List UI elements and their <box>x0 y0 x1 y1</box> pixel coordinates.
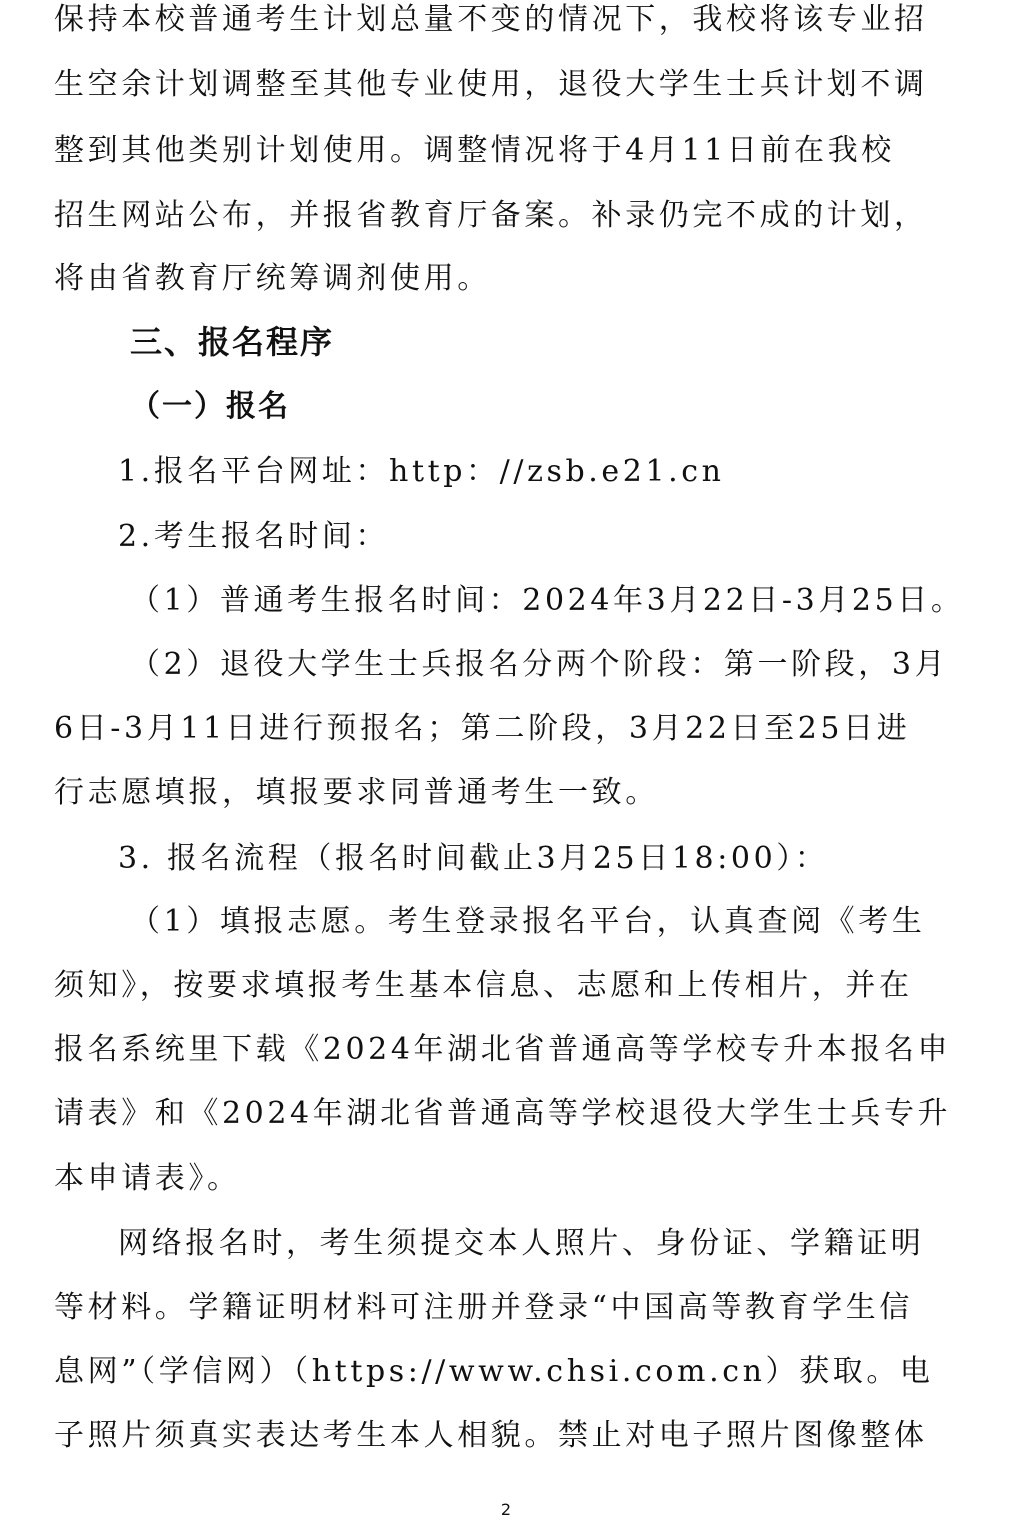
paragraph-line: （1）普通考生报名时间：2024年3月22日-3月25日。 <box>130 583 965 618</box>
paragraph-line: （1）填报志愿。考生登录报名平台，认真查阅《考生 <box>130 904 926 939</box>
paragraph-line: 保持本校普通考生计划总量不变的情况下，我校将该专业招 <box>54 2 928 37</box>
paragraph-line: 请表》和《2024年湖北省普通高等学校退役大学生士兵专升 <box>54 1096 952 1131</box>
paragraph-line: 须知》，按要求填报考生基本信息、志愿和上传相片，并在 <box>54 968 913 1003</box>
section-heading: 三、报名程序 <box>130 323 335 361</box>
paragraph-line: 网络报名时，考生须提交本人照片、身份证、学籍证明 <box>118 1226 925 1261</box>
paragraph-line: 2.考生报名时间： <box>118 519 390 554</box>
paragraph-line: 6日-3月11日进行预报名；第二阶段，3月22日至25日进 <box>54 711 911 746</box>
paragraph-line: 息网”（学信网）（https://www.chsi.com.cn）获取。电 <box>54 1354 934 1389</box>
paragraph-line: 招生网站公布，并报省教育厅备案。补录仍完不成的计划， <box>54 198 928 233</box>
paragraph-line: 生空余计划调整至其他专业使用，退役大学生士兵计划不调 <box>54 67 928 102</box>
paragraph-line: 子照片须真实表达考生本人相貌。禁止对电子照片图像整体 <box>54 1418 928 1453</box>
subsection-heading: （一）报名 <box>130 389 290 424</box>
page-number: 2 <box>500 1500 512 1519</box>
paragraph-line: 3. 报名流程（报名时间截止3月25日18:00）： <box>118 841 829 876</box>
registration-url-line: 1.报名平台网址：http：//zsb.e21.cn <box>118 454 725 489</box>
paragraph-line: 报名系统里下载《2024年湖北省普通高等学校专升本报名申 <box>54 1032 952 1067</box>
paragraph-line: 行志愿填报，填报要求同普通考生一致。 <box>54 775 659 810</box>
paragraph-line: 本申请表》。 <box>54 1161 241 1196</box>
paragraph-line: （2）退役大学生士兵报名分两个阶段：第一阶段，3月 <box>130 647 949 682</box>
paragraph-line: 整到其他类别计划使用。调整情况将于4月11日前在我校 <box>54 133 895 168</box>
paragraph-line: 将由省教育厅统筹调剂使用。 <box>54 261 491 296</box>
paragraph-line: 等材料。学籍证明材料可注册并登录“中国高等教育学生信 <box>54 1290 913 1325</box>
